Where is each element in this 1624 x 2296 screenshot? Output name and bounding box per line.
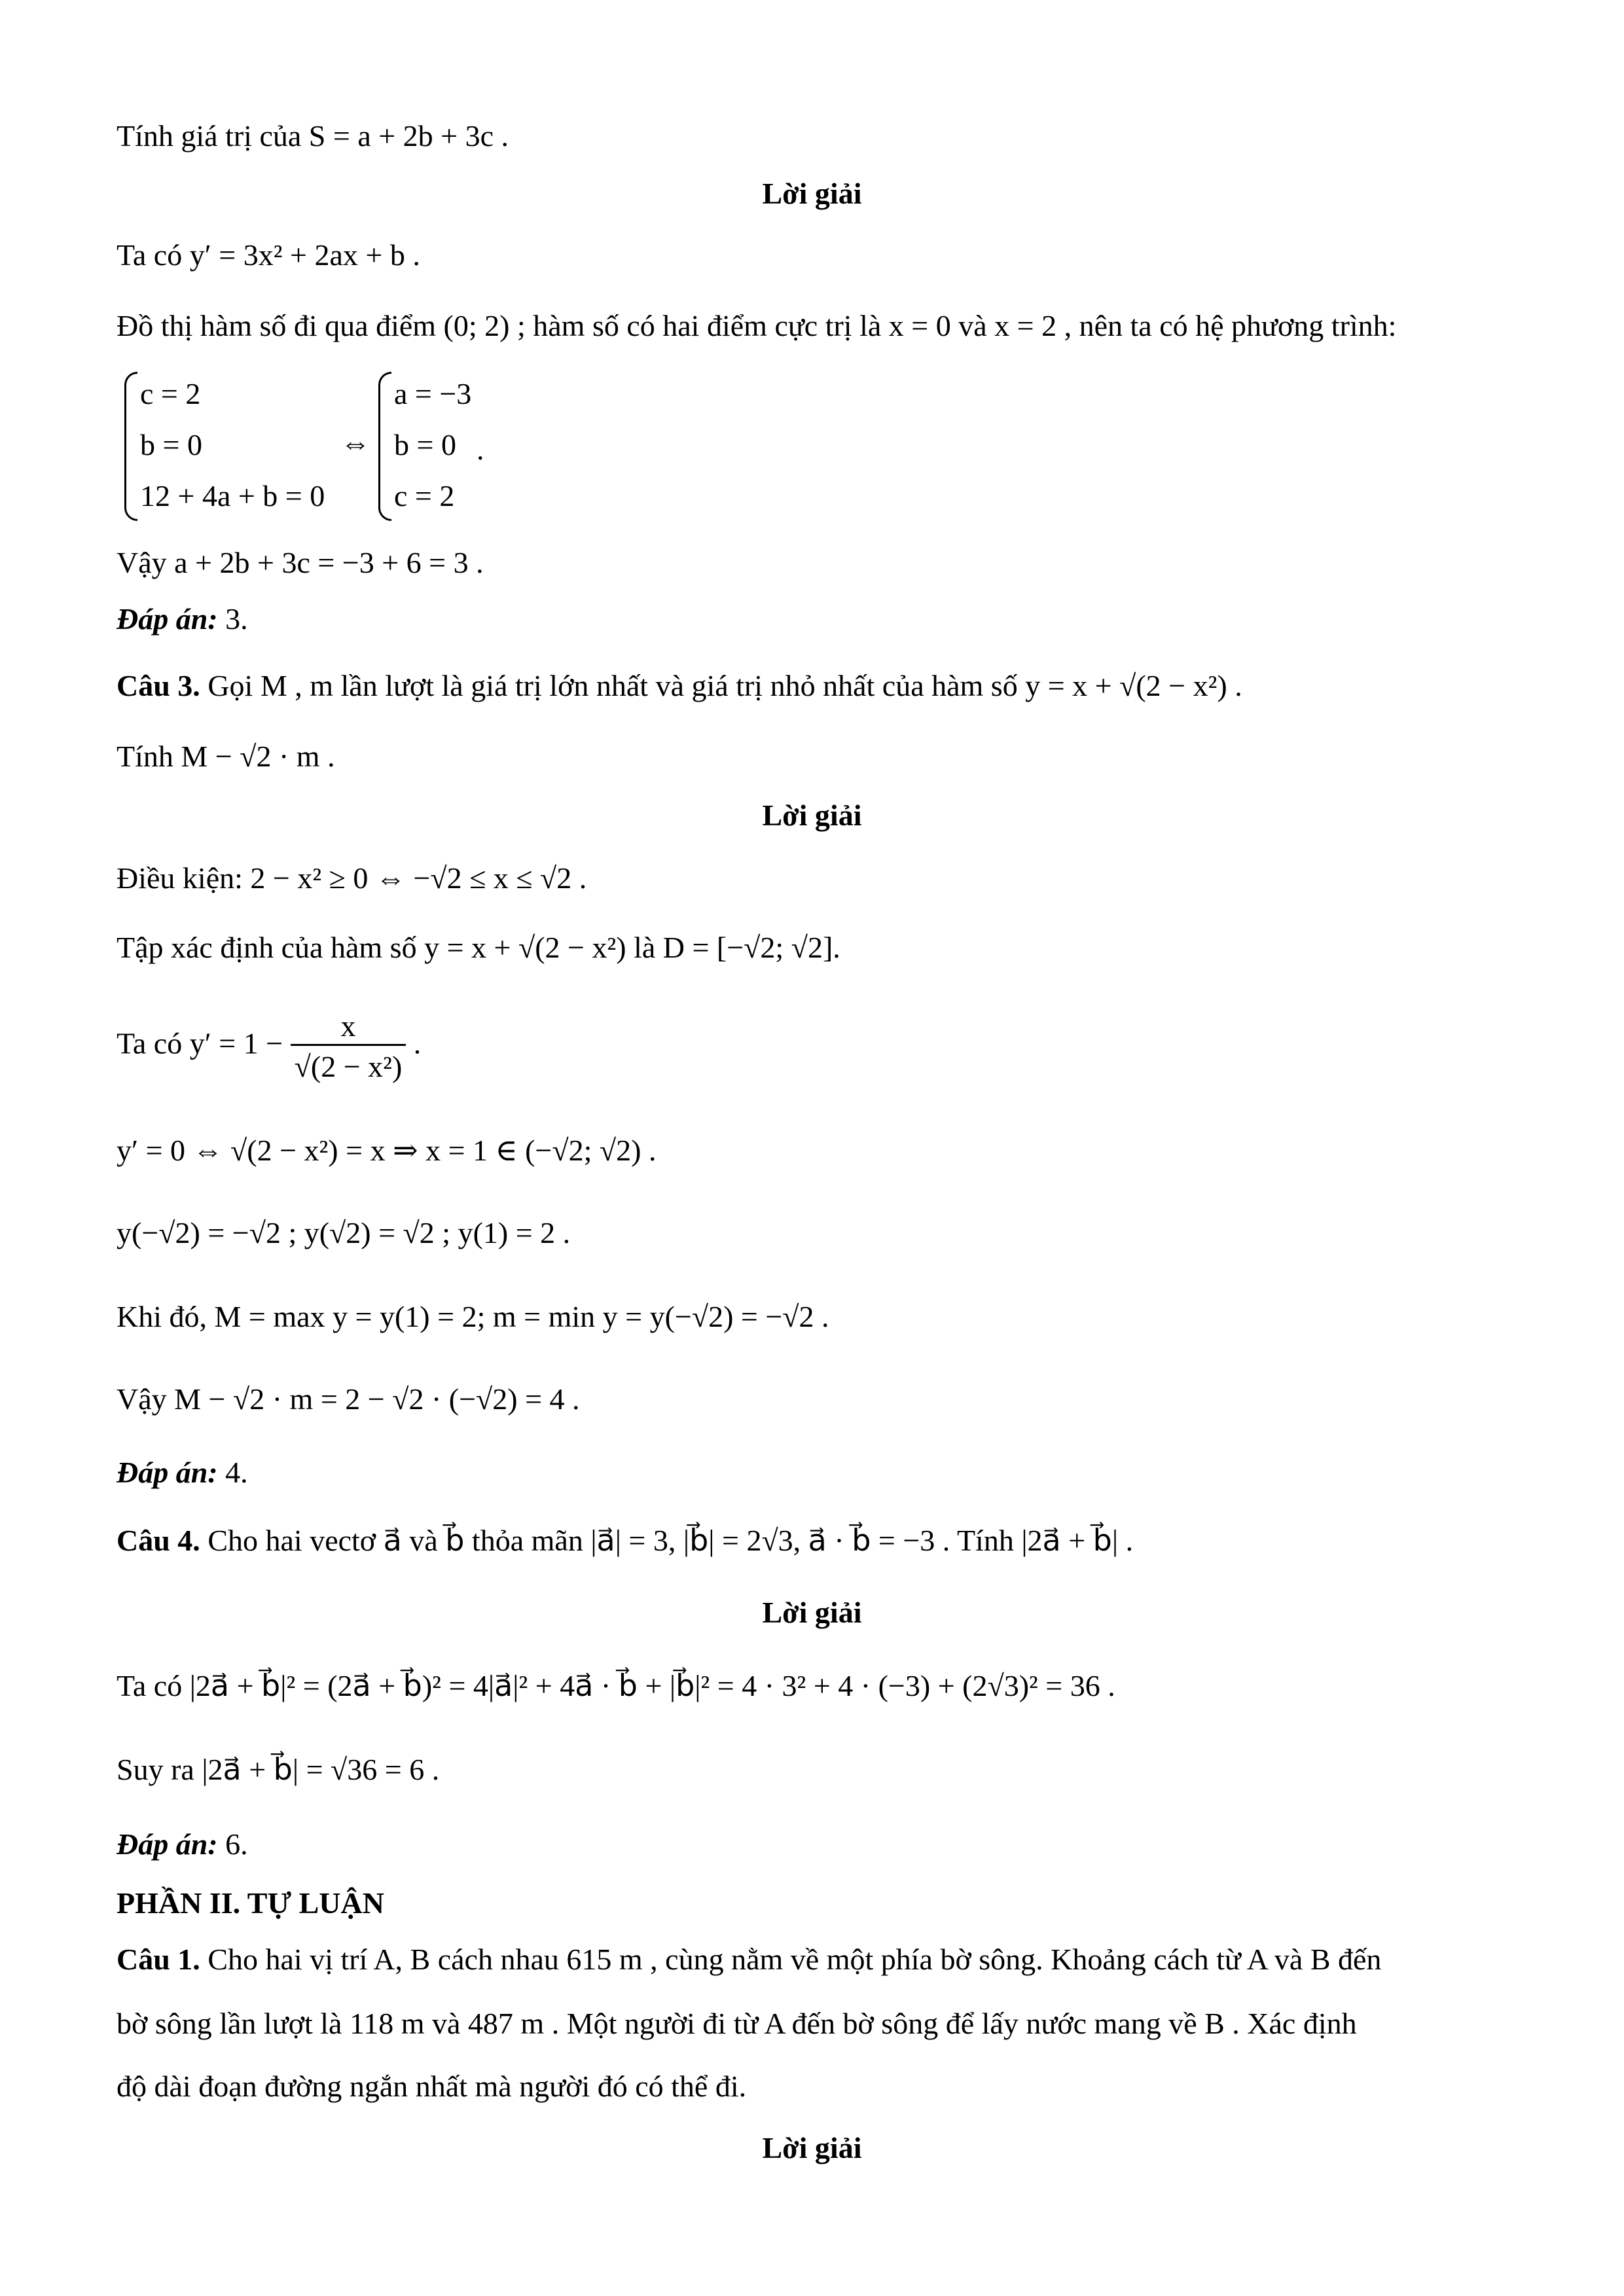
answer-value: 6. [217, 1827, 248, 1861]
question-text: Cho hai vectơ a⃗ và b⃗ thỏa mãn |a⃗| = 3, |b⃗| = 2√3, a⃗ · b⃗ = −3 . Tính |2a⃗ + b⃗| . [200, 1524, 1134, 1557]
answer-line [117, 601, 248, 637]
conclusion-line: Vậy a + 2b + 3c = −3 + 6 = 3 . [117, 546, 484, 579]
system-right-row: b = 0 [394, 428, 456, 461]
question-text: Gọi M , m lần lượt là giá trị lớn nhất và giá trị nhỏ nhất của hàm số y = x + √(2 − x²) . [200, 669, 1242, 702]
essay-question-1-line-2: bờ sông lần lượt là 118 m và 487 m . Một người đi từ A đến bờ sông để lấy nước mang về B . Xác định [117, 2007, 1357, 2040]
question-number: Câu 3. [117, 669, 200, 702]
vector-result-line: Suy ra |2a⃗ + b⃗| = √36 = 6 . [117, 1753, 440, 1786]
answer-line [117, 1826, 248, 1862]
solution-heading: Lời giải [762, 798, 862, 832]
fraction [291, 1008, 406, 1085]
answer-label: Đáp án: [117, 1827, 218, 1861]
max-min-line: Khi đó, M = max y = y(1) = 2; m = min y = y(−√2) = −√2 . [117, 1300, 829, 1333]
values-line: y(−√2) = −√2 ; y(√2) = √2 ; y(1) = 2 . [117, 1216, 571, 1249]
question-2-ask: Tính giá trị của S = a + 2b + 3c . [117, 119, 509, 152]
essay-question-1-line-3: độ dài đoạn đường ngắn nhất mà người đó có thể đi. [117, 2070, 747, 2103]
system-left-row: c = 2 [140, 377, 201, 410]
system-right-row: a = −3 [394, 377, 472, 410]
critical-point-line: y′ = 0 ⇔ √(2 − x²) = x ⇒ x = 1 ∈ (−√2; √2) . [117, 1134, 657, 1167]
system-right [378, 372, 509, 521]
question-3 [117, 668, 1242, 704]
graph-condition-line: Đồ thị hàm số đi qua điểm (0; 2) ; hàm số có hai điểm cực trị là x = 0 và x = 2 , nên ta có hệ phương trình: [117, 309, 1397, 342]
system-end-period: . [477, 433, 484, 466]
question-number: Câu 1. [117, 1943, 200, 1976]
answer-value: 4. [217, 1456, 248, 1489]
essay-question-1 [117, 1941, 1381, 1977]
solution-heading: Lời giải [762, 1596, 862, 1629]
answer-line [117, 1454, 248, 1490]
left-brace [378, 372, 391, 521]
fraction-numerator: x [340, 1009, 356, 1043]
left-brace [124, 372, 137, 521]
condition-line: Điều kiện: 2 − x² ≥ 0 ⇔ −√2 ≤ x ≤ √2 . [117, 861, 587, 895]
system-left [124, 372, 334, 521]
answer-label: Đáp án: [117, 602, 218, 636]
question-number: Câu 4. [117, 1524, 200, 1557]
fraction-denominator: √(2 − x²) [291, 1044, 406, 1085]
domain-line: Tập xác định của hàm số y = x + √(2 − x²) là D = [−√2; √2]. [117, 931, 840, 964]
question-3-ask: Tính M − √2 · m . [117, 740, 335, 773]
derivative-suffix: . [413, 1026, 422, 1060]
derivative-fraction-line [117, 1008, 421, 1085]
question-4 [117, 1522, 1133, 1558]
conclusion-line: Vậy M − √2 · m = 2 − √2 · (−√2) = 4 . [117, 1382, 580, 1416]
system-left-row: 12 + 4a + b = 0 [140, 479, 325, 512]
answer-value: 3. [217, 602, 248, 636]
solution-heading: Lời giải [762, 177, 862, 210]
system-right-row: c = 2 [394, 479, 455, 512]
system-left-row: b = 0 [140, 428, 202, 461]
derivative-line: Ta có y′ = 3x² + 2ax + b . [117, 238, 420, 272]
equivalence-symbol: ⇔ [340, 426, 370, 459]
section-heading: PHẦN II. TỰ LUẬN [117, 1886, 384, 1920]
solution-heading: Lời giải [762, 2131, 862, 2164]
question-text: Cho hai vị trí A, B cách nhau 615 m , cùng nằm về một phía bờ sông. Khoảng cách từ A và B đến [200, 1943, 1382, 1976]
derivative-prefix: Ta có y′ = 1 − [117, 1026, 283, 1060]
vector-computation-line: Ta có |2a⃗ + b⃗|² = (2a⃗ + b⃗)² = 4|a⃗|² + 4a⃗ · b⃗ + |b⃗|² = 4 · 3² + 4 · (−3) + (2√3)² = 36 . [117, 1669, 1115, 1702]
answer-label: Đáp án: [117, 1456, 218, 1489]
